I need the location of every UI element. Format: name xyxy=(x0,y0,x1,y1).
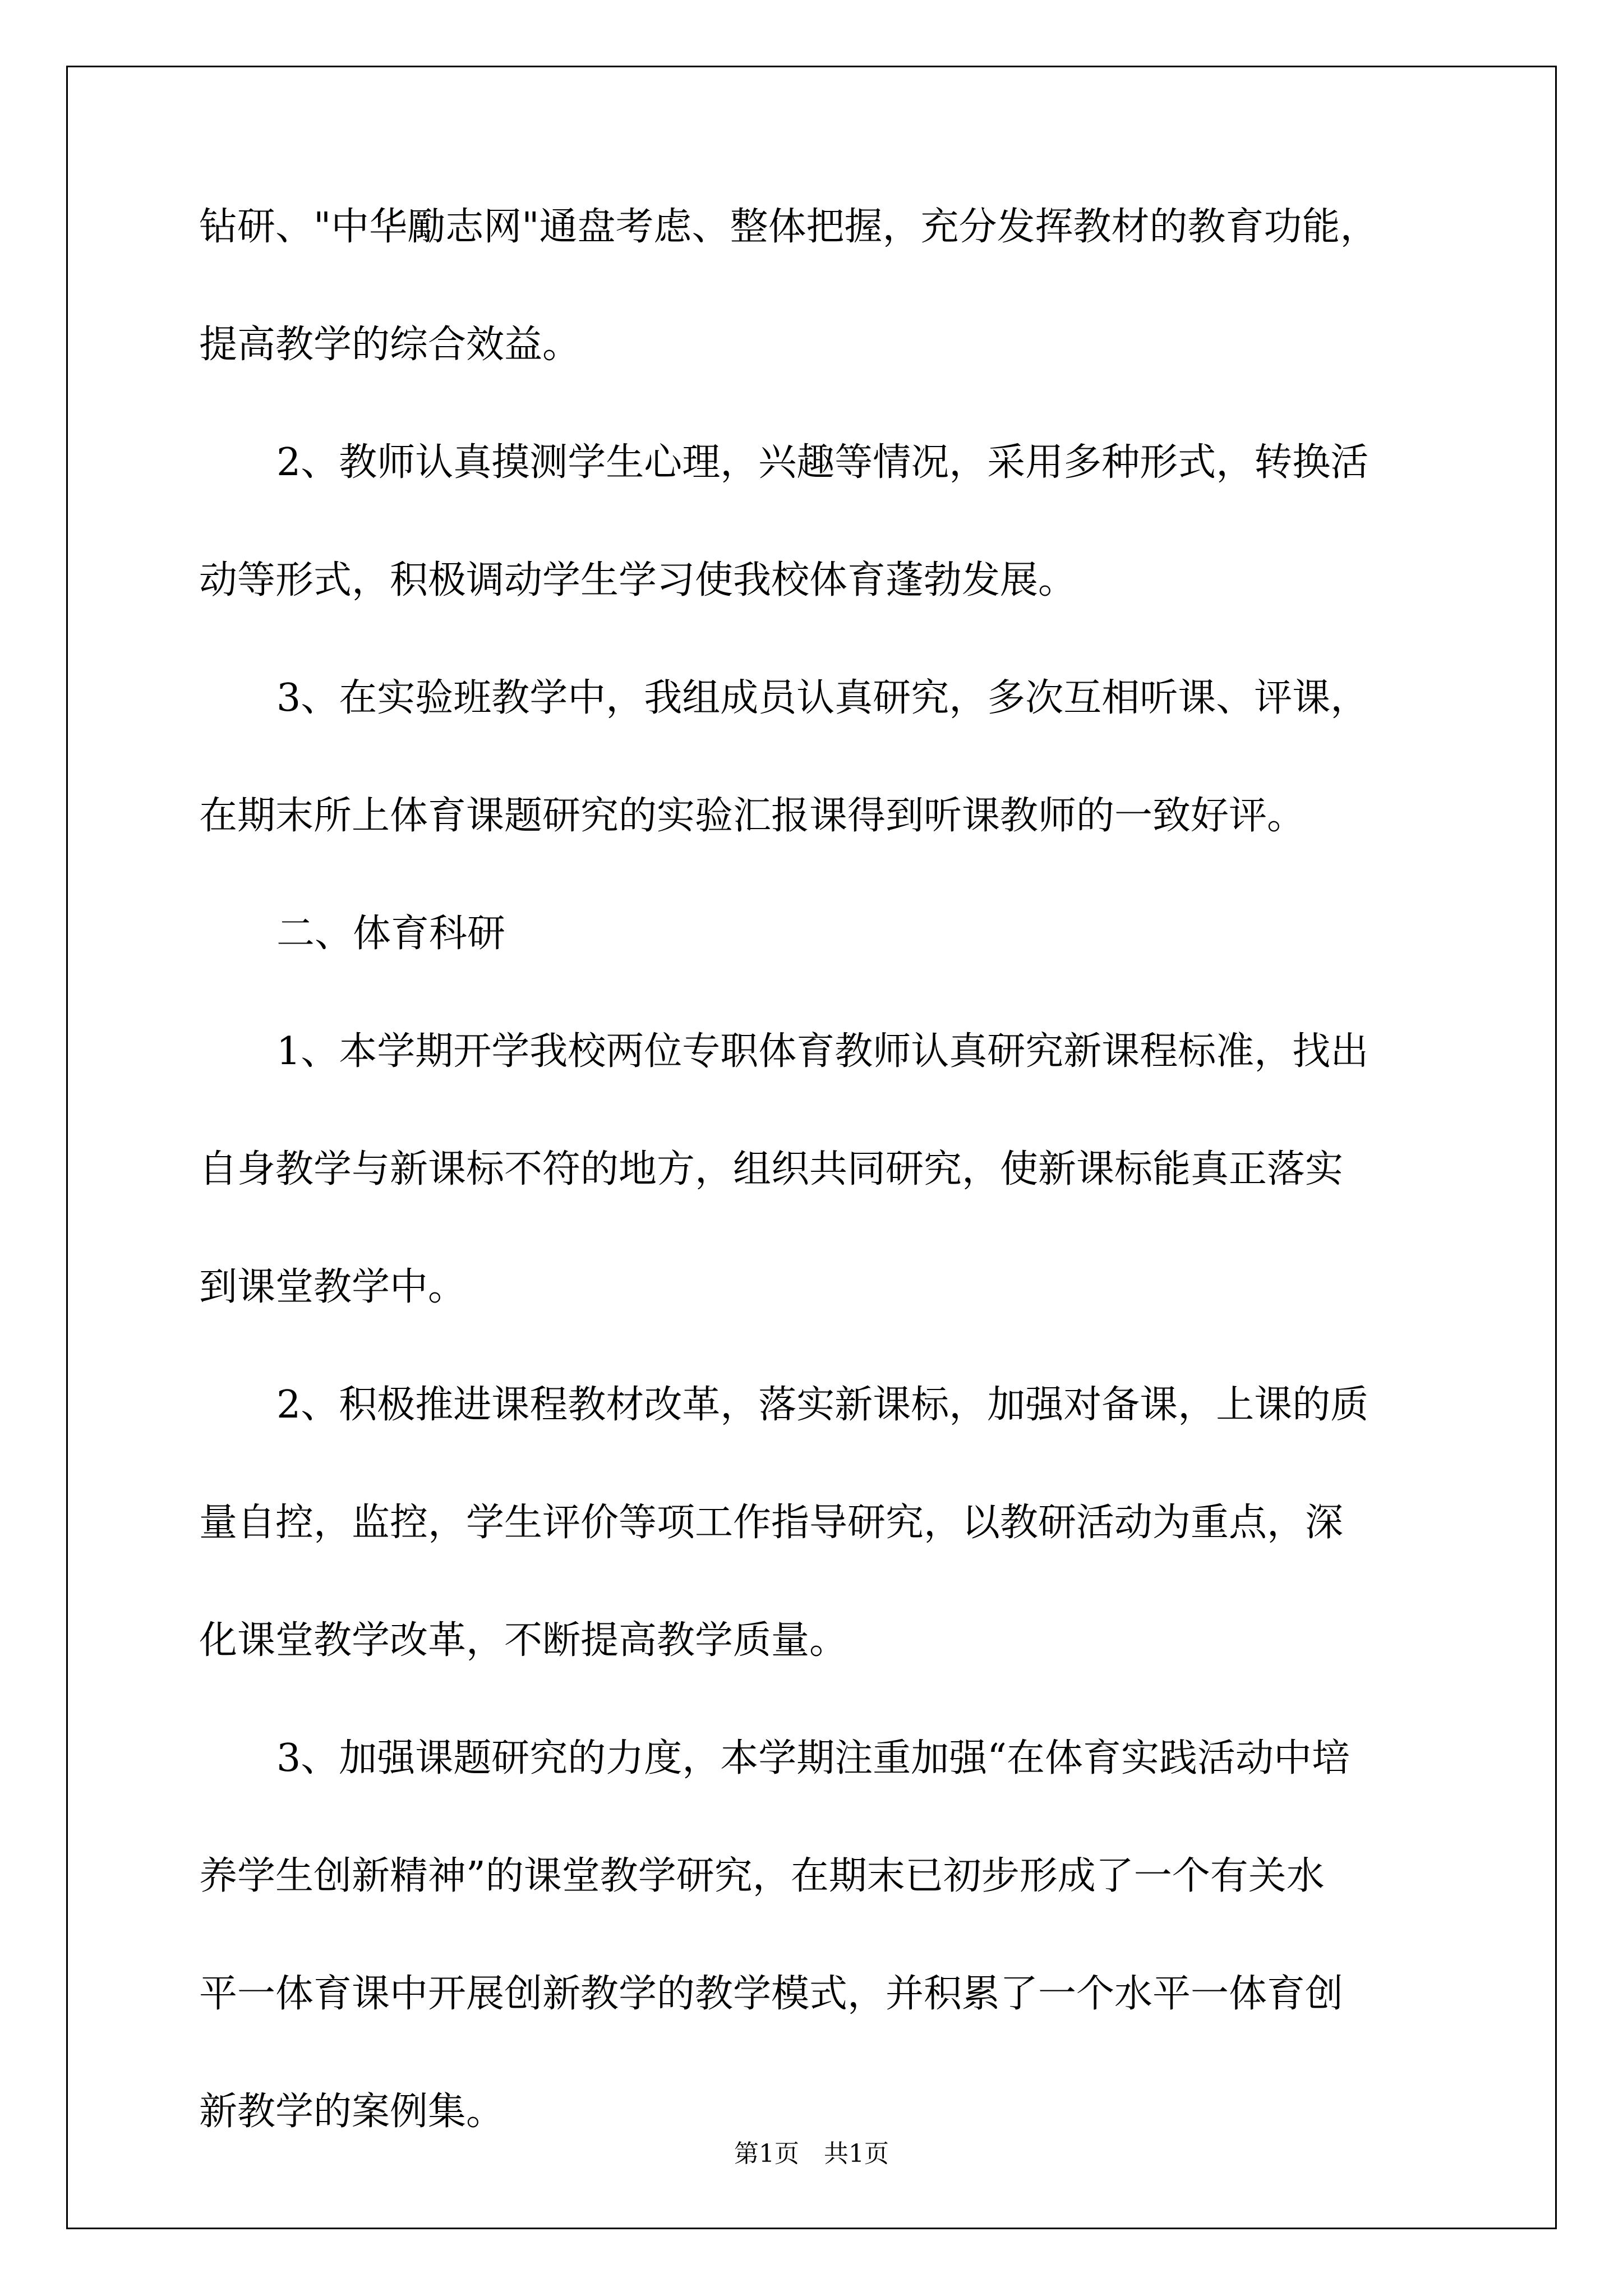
text-line: 化课堂教学改革，不断提高教学质量。 xyxy=(199,1618,848,1663)
text-line: 动等形式，积极调动学生学习使我校体育蓬勃发展。 xyxy=(199,558,1077,602)
text-line: 量自控，监控，学生评价等项工作指导研究，以教研活动为重点，深 xyxy=(199,1501,1344,1545)
text-line: 在期末所上体育课题研究的实验汇报课得到听课教师的一致好评。 xyxy=(199,794,1306,838)
text-line: 平一体育课中开展创新教学的教学模式，并积累了一个水平一体育创 xyxy=(199,1972,1344,2016)
text-line: 自身教学与新课标不符的地方，组织共同研究，使新课标能真正落实 xyxy=(199,1147,1344,1191)
text-line: 到课堂教学中。 xyxy=(199,1265,467,1309)
text-line: 2、教师认真摸测学生心理，兴趣等情况，采用多种形式，转换活 xyxy=(276,440,1369,485)
page-footer: 第1页 共1页 xyxy=(734,2139,889,2168)
text-line: 3、在实验班教学中，我组成员认真研究，多次互相听课、评课， xyxy=(276,676,1369,720)
text-line: 钻研、"中华勵志网"通盘考虑、整体把握，充分发挥教材的教育功能， xyxy=(199,205,1378,249)
document-body xyxy=(199,199,1444,2202)
section-heading: 二、体育科研 xyxy=(276,912,506,956)
text-line: 养学生创新精神”的课堂教学研究，在期末已初步形成了一个有关水 xyxy=(199,1854,1325,1898)
text-line: 2、积极推进课程教材改革，落实新课标，加强对备课，上课的质 xyxy=(276,1383,1369,1427)
text-line: 新教学的案例集。 xyxy=(199,2090,505,2134)
text-line: 1、本学期开学我校两位专职体育教师认真研究新课程标准，找出 xyxy=(276,1029,1369,1074)
text-line: 提高教学的综合效益。 xyxy=(199,323,581,367)
text-line: 3、加强课题研究的力度，本学期注重加强“在体育实践活动中培 xyxy=(276,1736,1350,1780)
